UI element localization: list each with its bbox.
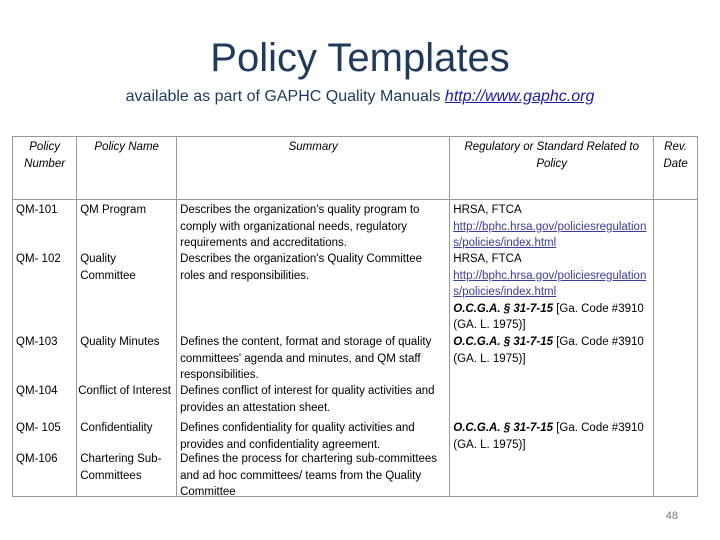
policy-number: QM-106 <box>16 453 58 465</box>
policy-summary: Defines confidentiality for quality activities and provides and confidentiality agreement. <box>180 422 415 451</box>
regulatory-entry <box>453 251 650 334</box>
policy-name: Quality Committee <box>80 253 136 282</box>
ocga-code: O.C.G.A. § 31-7-15 <box>453 422 553 434</box>
ga-code-ref: [Ga. Code #3910 (GA. L. 1975)] <box>453 422 644 451</box>
regulatory-entry <box>453 334 650 367</box>
policy-summary: Describes the organization's Quality Committee roles and responsibilities. <box>180 253 422 282</box>
policy-number: QM- 105 <box>16 422 61 434</box>
policy-table <box>12 136 698 497</box>
table-header-row <box>13 137 698 200</box>
regulatory-entry <box>453 420 650 453</box>
slide-title: Policy Templates <box>210 36 510 80</box>
policy-summary: Defines the content, format and storage of quality committees' agenda and minutes, and QM staff responsibilities. <box>180 336 432 381</box>
page-number: 48 <box>665 510 678 522</box>
policy-number: QM-103 <box>16 336 58 348</box>
header-rev-date: Rev. Date <box>654 137 698 200</box>
subtitle-text: available as part of GAPHC Quality Manuals <box>125 88 445 105</box>
policy-name: Confidentiality <box>80 422 153 434</box>
policy-name-column <box>77 200 177 497</box>
ga-code-ref: [Ga. Code #3910 (GA. L. 1975)] <box>453 302 644 331</box>
header-policy-name: Policy Name <box>77 137 177 200</box>
policy-number: QM-101 <box>16 204 58 216</box>
hrsa-policy-link[interactable]: http://bphc.hrsa.gov/policiesregulations/policies/index.html <box>453 269 647 298</box>
hrsa-policy-link[interactable]: http://bphc.hrsa.gov/policiesregulations/policies/index.html <box>453 220 647 249</box>
policy-summary: Describes the organization's quality program to comply with organizational needs, regulatory requirements and accreditations. <box>180 204 420 249</box>
ocga-code: O.C.G.A. § 31-7-15 <box>453 336 553 348</box>
regulatory-code <box>453 301 650 334</box>
header-regulatory: Regulatory or Standard Related to Policy <box>450 137 654 200</box>
rev-date-column <box>654 200 698 497</box>
ocga-code: O.C.G.A. § 31-7-15 <box>453 302 553 315</box>
policy-summary: Defines conflict of interest for quality activities and provides an attestation sheet. <box>180 385 435 414</box>
header-policy-number: Policy Number <box>13 137 77 200</box>
policy-name: Conflict of Interest <box>78 385 171 397</box>
policy-number: QM- 102 <box>16 253 61 265</box>
slide-subtitle <box>0 87 720 107</box>
header-summary: Summary <box>177 137 450 200</box>
policy-number-column <box>13 200 77 497</box>
policy-number: QM-104 <box>16 385 58 397</box>
gaphc-link[interactable]: http://www.gaphc.org <box>444 88 595 105</box>
summary-column <box>177 200 450 497</box>
regulatory-text: HRSA, FTCA <box>453 253 522 265</box>
regulatory-entry <box>453 202 650 252</box>
ga-code-ref: [Ga. Code #3910 (GA. L. 1975)] <box>453 336 644 365</box>
policy-name: QM Program <box>80 204 147 216</box>
table-body-row <box>13 200 698 497</box>
policy-summary: Defines the process for chartering sub-committees and ad hoc committees/ teams from the Quality Committee <box>180 453 438 498</box>
policy-name: Chartering Sub-Committees <box>80 453 162 482</box>
regulatory-text: HRSA, FTCA <box>453 204 522 216</box>
regulatory-column <box>450 200 654 497</box>
policy-name: Quality Minutes <box>80 336 160 348</box>
